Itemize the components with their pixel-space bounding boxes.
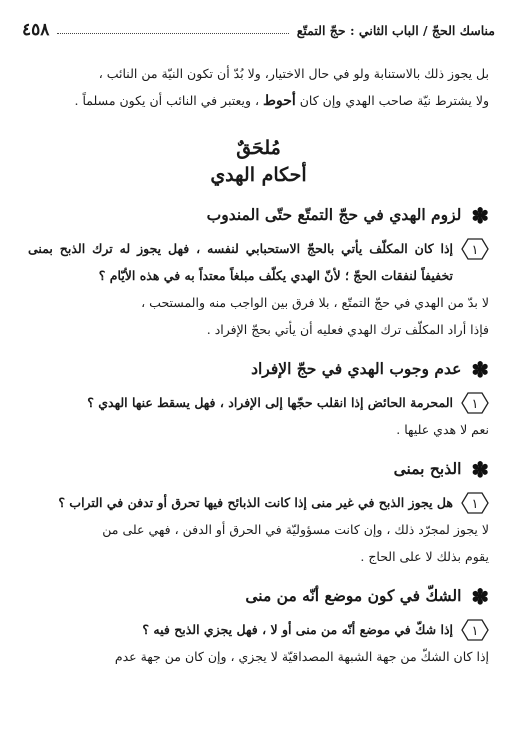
eight-petal-flower-icon: ✽: [471, 202, 489, 228]
question-text: المحرمة الحائض إذا انقلب حجّها إلى الإفراد ، فهل يسقط عنها الهدي ؟: [87, 395, 453, 410]
running-header: [22, 18, 495, 42]
section-heading: [28, 582, 489, 610]
hexagon-number-icon: [461, 491, 489, 515]
answer-paragraph: [28, 289, 489, 343]
section-heading-text: لزوم الهدي في حجّ التمتّع حتّى المندوب: [206, 205, 462, 224]
intro-line-1: بل يجوز ذلك بالاستنابة ولو في حال الاختيار، ولا بُدّ أن تكون النيّة من النائب ،: [98, 66, 489, 81]
section-heading: [28, 201, 489, 229]
section-heading-text: الذبح بمنى: [393, 459, 462, 478]
question-number: ١: [471, 497, 479, 512]
question-number: ١: [471, 243, 479, 258]
appendix-title: مُلحَقٌ: [236, 137, 281, 159]
question-block: [28, 235, 489, 289]
hexagon-number-icon: [461, 391, 489, 415]
answer-line: إذا كان الشكّ من جهة الشبهة المصداقيّة لا يجزي ، وإن كان من جهة عدم: [114, 649, 489, 664]
hexagon-number-icon: [461, 618, 489, 642]
answer-paragraph: [28, 416, 489, 443]
question-block: [28, 489, 489, 516]
section-heading-text: الشكّ في كون موضع أنّه من منى: [245, 586, 462, 605]
answer-line: لا يجوز لمجرّد ذلك ، وإن كانت مسؤوليّة في الحرق أو الدفن ، فهي على من: [102, 522, 489, 537]
answer-paragraph: [28, 643, 489, 670]
eight-petal-flower-icon: ✽: [471, 356, 489, 382]
section-heading: [28, 455, 489, 483]
eight-petal-flower-icon: ✽: [471, 583, 489, 609]
answer-line: لا بدّ من الهدي في حجّ التمتّع ، بلا فرق بين الواجب منه والمستحب ،: [141, 295, 489, 310]
header-title: مناسك الحجّ / الباب الثاني : حجّ التمتّع: [296, 22, 495, 38]
hexagon-number-icon: [461, 237, 489, 261]
page-number: ٤٥٨: [22, 20, 50, 40]
question-block: [28, 389, 489, 416]
appendix-subtitle: أحكام الهدي: [210, 164, 307, 186]
answer-line: نعم لا هدي عليها .: [396, 422, 489, 437]
eight-petal-flower-icon: ✽: [471, 456, 489, 482]
question-text: إذا كان المكلّف يأتي بالحجّ الاستحبابي لنفسه ، فهل يجوز له ترك الذبح بمنى تخفيفاً لنفقات الحجّ ؛ لأنّ الهدي يكلّف مبلغاً معتداً به في هذه الأيّام ؟: [28, 241, 453, 283]
question-block: [28, 616, 489, 643]
question-text: إذا شكّ في موضع أنّه من منى أو لا ، فهل يجزي الذبح فيه ؟: [142, 622, 453, 637]
question-number: ١: [471, 624, 479, 639]
section-heading: [28, 355, 489, 383]
question-number: ١: [471, 397, 479, 412]
intro-paragraph: [28, 60, 489, 115]
header-dot-leader: [57, 33, 288, 34]
page-body: [28, 60, 489, 670]
intro-line-2-start: ولا يشترط نيّة صاحب الهدي وإن كان: [295, 93, 489, 108]
answer-paragraph: [28, 516, 489, 570]
answer-line: فإذا أراد المكلّف ترك الهدي فعليه أن يأتي بحجّ الإفراد .: [206, 322, 489, 337]
section-heading-text: عدم وجوب الهدي في حجّ الإفراد: [251, 359, 462, 378]
answer-line: يقوم بذلك لا على الحاج .: [360, 549, 489, 564]
intro-line-2-bold: أحوط: [263, 93, 296, 109]
intro-line-2-end: ، ويعتبر في النائب أن يكون مسلماً .: [74, 93, 264, 108]
question-text: هل يجوز الذبح في غير منى إذا كانت الذبائح فيها تحرق أو تدفن في التراب ؟: [58, 495, 453, 510]
